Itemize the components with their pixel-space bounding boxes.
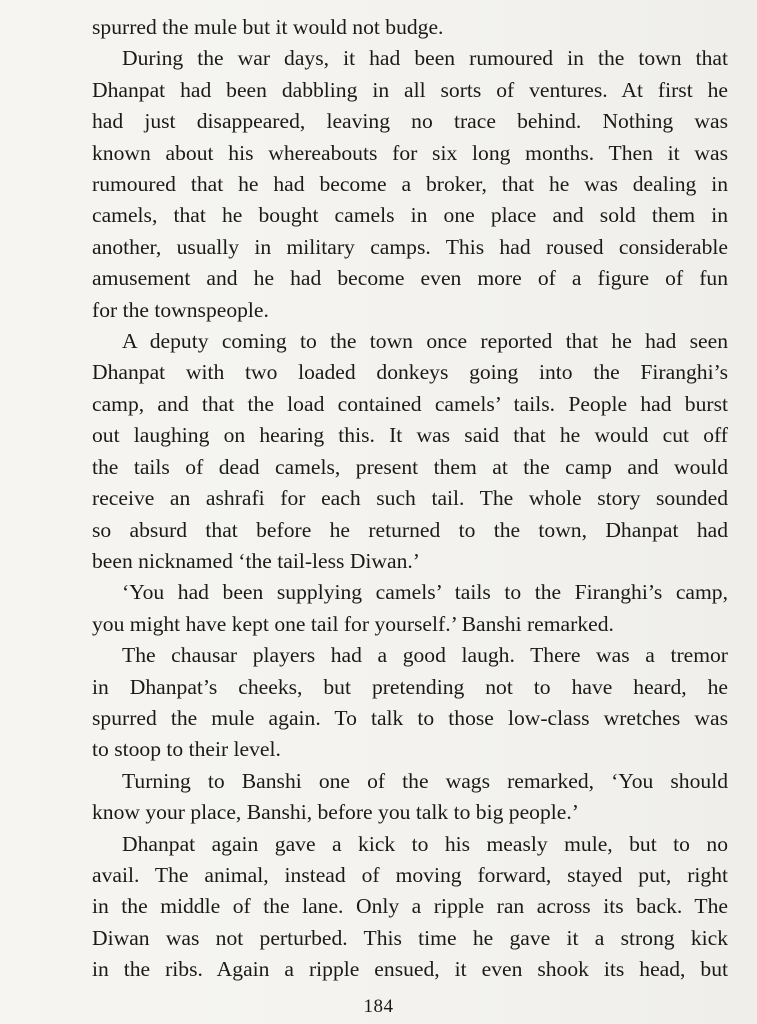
text-line: out laughing on hearing this. It was said that he would cut off [92, 423, 728, 448]
page-number: 184 [363, 996, 394, 1017]
text-line: camels, that he bought camels in one place and sold them in [92, 203, 728, 228]
text-line: had just disappeared, leaving no trace behind. Nothing was [92, 109, 728, 134]
text-line: avail. The animal, instead of moving forward, stayed put, right [92, 862, 728, 887]
text-line: spurred the mule but it would not budge. [92, 15, 444, 39]
text-line: During the war days, it had been rumoured in the town that [122, 46, 728, 71]
text-line: for the townspeople. [92, 297, 269, 322]
paragraph [92, 43, 728, 326]
text-line: in the middle of the lane. Only a ripple ran across its back. The [92, 894, 728, 919]
text-line: Dhanpat had been dabbling in all sorts of ventures. At first he [92, 77, 728, 102]
text-line: know your place, Banshi, before you talk to big people.’ [92, 800, 579, 825]
text-line: to stoop to their level. [92, 737, 281, 762]
text-line: A deputy coming to the town once reported that he had seen [122, 329, 728, 354]
text-line: known about his whereabouts for six long months. Then it was [92, 140, 728, 165]
text-line: spurred the mule again. To talk to those low-class wretches was [92, 705, 728, 730]
text-line: the tails of dead camels, present them at the camp and would [92, 454, 728, 479]
text-line: amusement and he had become even more of a figure of fun [92, 266, 728, 291]
text-line: rumoured that he had become a broker, that he was dealing in [92, 172, 728, 197]
text-line: Dhanpat with two loaded donkeys going into the Firanghi’s [92, 360, 728, 385]
paragraph [92, 829, 728, 986]
text-line: camp, and that the load contained camels’ tails. People had burst [92, 391, 728, 416]
paragraph [92, 577, 728, 640]
text-line: Turning to Banshi one of the wags remarked, ‘You should [122, 768, 728, 793]
text-line: so absurd that before he returned to the town, Dhanpat had [92, 517, 728, 542]
text-line: ‘You had been supplying camels’ tails to the Firanghi’s camp, [122, 580, 728, 605]
paragraph [92, 12, 728, 43]
paragraph [92, 326, 728, 577]
text-line: Dhanpat again gave a kick to his measly mule, but to no [122, 831, 728, 856]
text-line: The chausar players had a good laugh. There was a tremor [122, 643, 728, 668]
text-line: you might have kept one tail for yourself.’ Banshi remarked. [92, 611, 614, 636]
text-line: another, usually in military camps. This had roused considerable [92, 234, 728, 259]
body-text [92, 12, 728, 986]
paragraph [92, 766, 728, 829]
text-line: in Dhanpat’s cheeks, but pretending not to have heard, he [92, 674, 728, 699]
text-line: in the ribs. Again a ripple ensued, it even shook its head, but [92, 957, 728, 982]
text-line: been nicknamed ‘the tail-less Diwan.’ [92, 548, 420, 573]
paragraph [92, 640, 728, 766]
text-line: Diwan was not perturbed. This time he gave it a strong kick [92, 925, 728, 950]
text-line: receive an ashrafi for each such tail. The whole story sounded [92, 486, 728, 511]
